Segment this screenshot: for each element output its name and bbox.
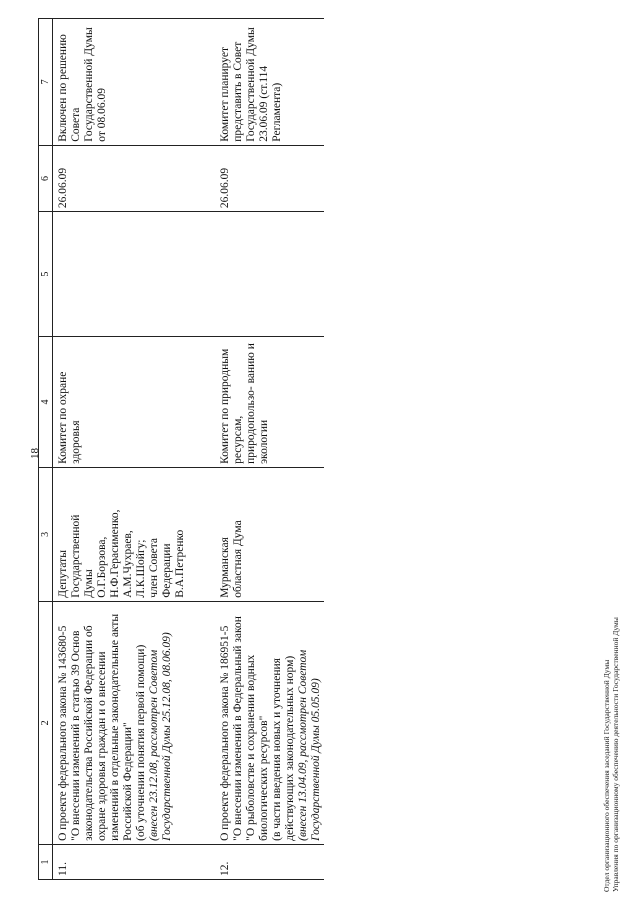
bill-title-line: (в части введения новых и уточнения действующих законодательных норм) [271,655,296,841]
table-row [53,19,214,880]
col-header-1: 1 [39,844,53,879]
initiator-line: Л.К.Шойгу; [135,539,147,598]
col-header-3: 3 [39,467,53,601]
bill-title-cell [213,601,324,844]
date-cell: 26.06.09 [53,145,214,211]
initiator-line: Государственной [70,514,82,598]
initiator-line: А.М.Чухраев, [122,530,134,598]
status-cell: Комитет планирует представить в Совет Государственной Думы 23.06.09 (ст.114 Регламента) [213,19,324,146]
bill-title-cell [53,601,214,844]
initiator-cell [213,467,324,601]
committee-cell: Комитет по охране здоровья [53,337,214,468]
initiator-line: областная Дума [232,520,244,598]
bill-title-line: О проекте федерального закона № 143680-5 [57,625,69,841]
initiator-line: Н.Ф.Герасименко, [109,509,121,598]
initiator-cell [53,467,214,601]
bill-title-line: О проекте федерального закона № 186951-5 [219,625,231,841]
col5-cell [53,212,214,337]
footer [602,617,620,892]
col5-cell [213,212,324,337]
bill-title-line: "О внесении изменений в Федеральный закон "О рыболовстве и сохранении водных биологических ресурсов" [232,616,270,841]
col-header-5: 5 [39,212,53,337]
bill-note: (внесен 23.12.08, рассмотрен Советом Государственной Думы 25.12.08, 08.06.09) [148,632,173,841]
initiator-line: Федерации [161,543,173,598]
column-number-row [39,19,53,880]
date-cell: 26.06.09 [213,145,324,211]
footer-line: Управления по организационному обеспечению деятельности Государственной Думы [611,617,620,892]
col-header-6: 6 [39,145,53,211]
initiator-line: О.Г.Борзова, [96,536,108,598]
col-header-7: 7 [39,19,53,146]
footer-line: Отдел организационного обеспечения заседаний Государственной Думы [602,659,611,892]
row-number: 12. [213,844,324,879]
initiator-line: Мурманская [219,537,231,598]
initiator-line: В.А.Петренко [174,529,186,598]
status-cell: Включен по решению Совета Государственной Думы от 08.06.09 [53,19,214,146]
col-header-2: 2 [39,601,53,844]
table-row [213,19,324,880]
bill-title-line: (об уточнении понятия первой помощи) [135,644,147,841]
initiator-line: Думы [83,569,95,598]
committee-cell: Комитет по природным ресурсам, природопользо- ванию и экологии [213,337,324,468]
initiator-line: Депутаты [57,550,69,598]
col-header-4: 4 [39,337,53,468]
initiator-line: член Совета [148,537,160,598]
bills-table [38,18,324,880]
row-number: 11. [53,844,214,879]
bill-note: (внесен 13.04.09, рассмотрен Советом Государственной Думы 05.05.09) [297,649,322,841]
bill-title-line: "О внесении изменений в статью 39 Основ законодательства Российской Федерации об охране здоровья граждан и о внесении изменений в отдельные законодательные акты Российской Федерации" [70,613,134,841]
page-number: 18 [29,448,41,459]
